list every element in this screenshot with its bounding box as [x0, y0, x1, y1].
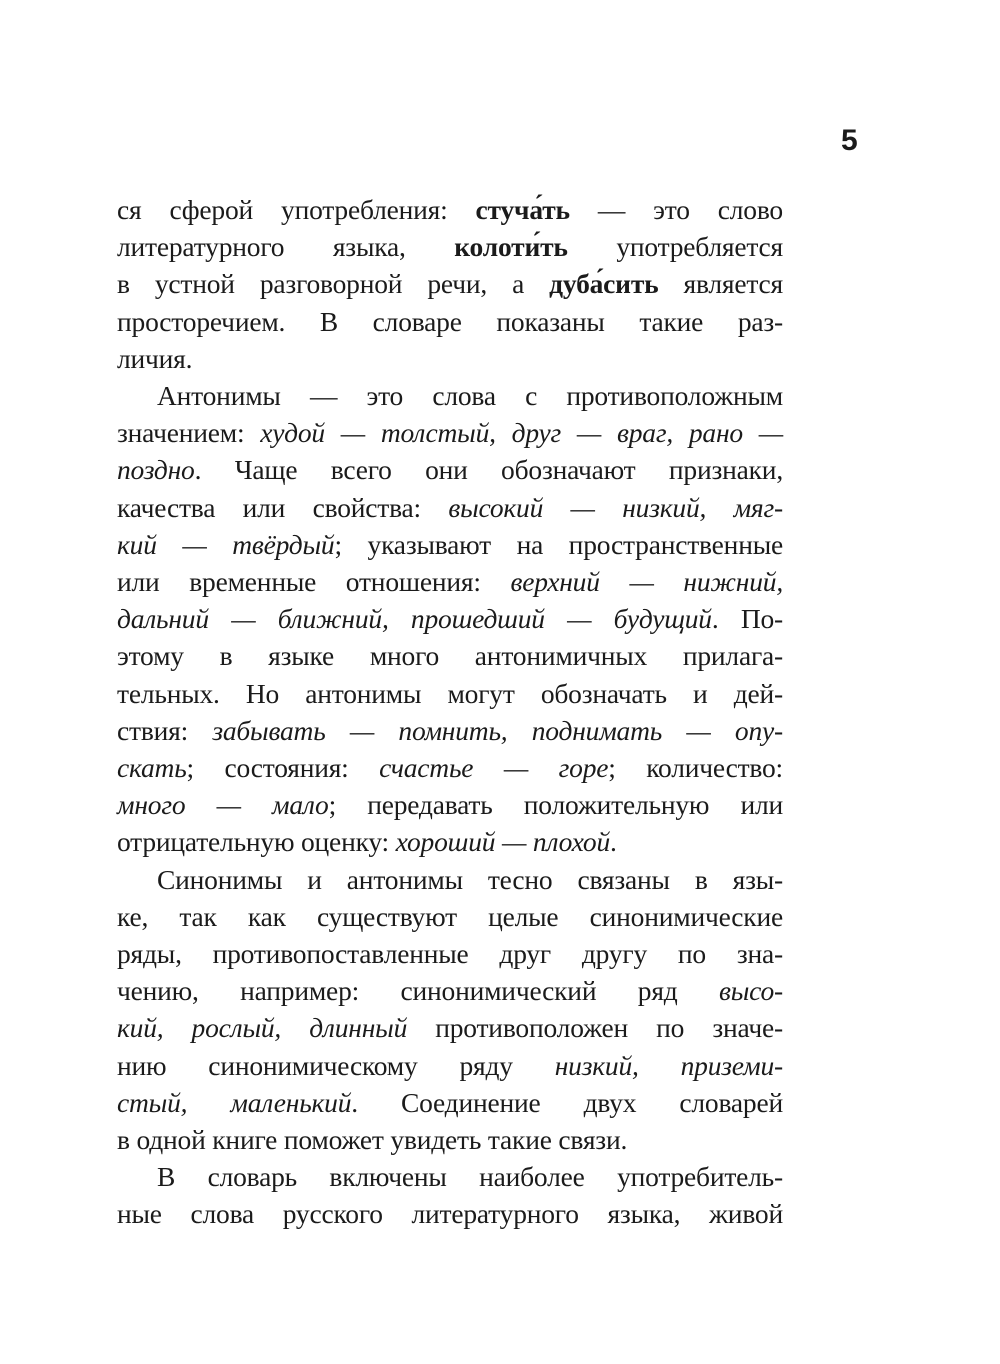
text-run: дуба́сить [549, 268, 659, 300]
paragraph [117, 1158, 783, 1232]
text-run: качества или свойства: [117, 491, 449, 523]
text-run: ; состояния: [186, 752, 380, 784]
text-line [117, 489, 783, 526]
text-run: ; передавать положительную или [328, 789, 783, 821]
text-line [117, 861, 783, 898]
text-line [117, 786, 783, 823]
text-line [117, 451, 783, 488]
text-line [117, 563, 783, 600]
text-line [117, 1158, 783, 1195]
text-line [117, 377, 783, 414]
text-run: поздно [117, 454, 195, 486]
text-run: тельных. Но антонимы могут обозначать и дей- [117, 677, 783, 709]
text-run: ные слова русского литературного языка, живой [117, 1198, 783, 1230]
text-run: просторечием. В словаре показаны такие раз- [117, 305, 783, 337]
text-run: в одной книге поможет увидеть такие связи. [117, 1124, 628, 1156]
text-line [117, 637, 783, 674]
text-line [117, 340, 783, 377]
paragraph [117, 191, 783, 377]
text-run: или временные отношения: [117, 566, 511, 598]
text-line [117, 712, 783, 749]
text-line [117, 265, 783, 302]
text-run: этому в языке много антонимичных прилага- [117, 640, 783, 672]
paragraph [117, 861, 783, 1159]
text-run: худой — толстый, друг — враг, рано — [260, 417, 784, 449]
paragraph [117, 377, 783, 861]
text-run: Синонимы и антонимы тесно связаны в язы- [157, 863, 783, 895]
text-run: ; количество: [608, 752, 784, 784]
text-line [117, 414, 783, 451]
text-run: В словарь включены наиболее употребитель- [157, 1161, 783, 1193]
text-run: стуча́ть [475, 194, 570, 225]
text-run: является [658, 268, 783, 300]
text-run: . По- [711, 603, 783, 635]
text-run: литературного языка, [117, 231, 455, 263]
text-run: высокий — низкий, мяг- [448, 491, 783, 523]
text-line [117, 303, 783, 340]
text-run: личия. [117, 342, 193, 374]
text-line [117, 1084, 783, 1121]
text-run: нию синонимическому ряду [117, 1049, 555, 1081]
text-run: употребляется [567, 231, 783, 263]
text-line [117, 749, 783, 786]
text-line [117, 191, 783, 228]
text-run: отрицательную оценку: [117, 826, 396, 858]
text-run: . [610, 826, 617, 858]
text-run: много — мало [117, 789, 329, 821]
text-line [117, 935, 783, 972]
text-run: верхний — нижний, [510, 566, 783, 598]
text-line [117, 526, 783, 563]
text-run: ке, так как существуют целые синонимические [117, 900, 783, 932]
text-line [117, 823, 783, 860]
text-run: ряды, противопоставленные друг другу по зна- [117, 938, 783, 970]
text-line [117, 675, 783, 712]
text-run: — это слово [569, 194, 783, 225]
text-run: счастье — горе [379, 752, 609, 784]
text-run: ся сферой употребления: [117, 194, 476, 225]
text-run: противоположен по значе- [407, 1012, 783, 1044]
text-line [117, 1047, 783, 1084]
text-run: чению, например: синонимический ряд [117, 975, 719, 1007]
text-run: ствия: [117, 714, 213, 746]
text-run: ; указывают на пространственные [334, 528, 783, 560]
text-run: кий, рослый, длинный [117, 1012, 408, 1044]
text-run: стый, маленький [117, 1086, 352, 1118]
text-line [117, 898, 783, 935]
page-number: 5 [841, 124, 858, 157]
text-line [117, 1121, 783, 1158]
text-run: значением: [117, 417, 261, 449]
text-line [117, 1009, 783, 1046]
text-run: . Соединение двух словарей [351, 1086, 783, 1118]
text-run: высо- [719, 975, 783, 1007]
text-run: хороший — плохой [395, 826, 611, 858]
text-line [117, 600, 783, 637]
text-block [117, 191, 783, 1233]
text-run: в устной разговорной речи, а [117, 268, 550, 300]
text-run: низкий, приземи- [554, 1049, 783, 1081]
text-run: дальний — ближний, прошедший — будущий [117, 603, 712, 635]
text-run: скать [117, 752, 187, 784]
text-run: кий — твёрдый [117, 528, 335, 560]
text-line [117, 972, 783, 1009]
text-line [117, 228, 783, 265]
text-run: Антонимы — это слова с противоположным [157, 380, 783, 412]
text-run: забывать — помнить, поднимать — опу- [212, 714, 783, 746]
text-run: . Чаще всего они обозначают признаки, [194, 454, 783, 486]
text-line [117, 1195, 783, 1232]
text-run: колоти́ть [454, 231, 568, 263]
